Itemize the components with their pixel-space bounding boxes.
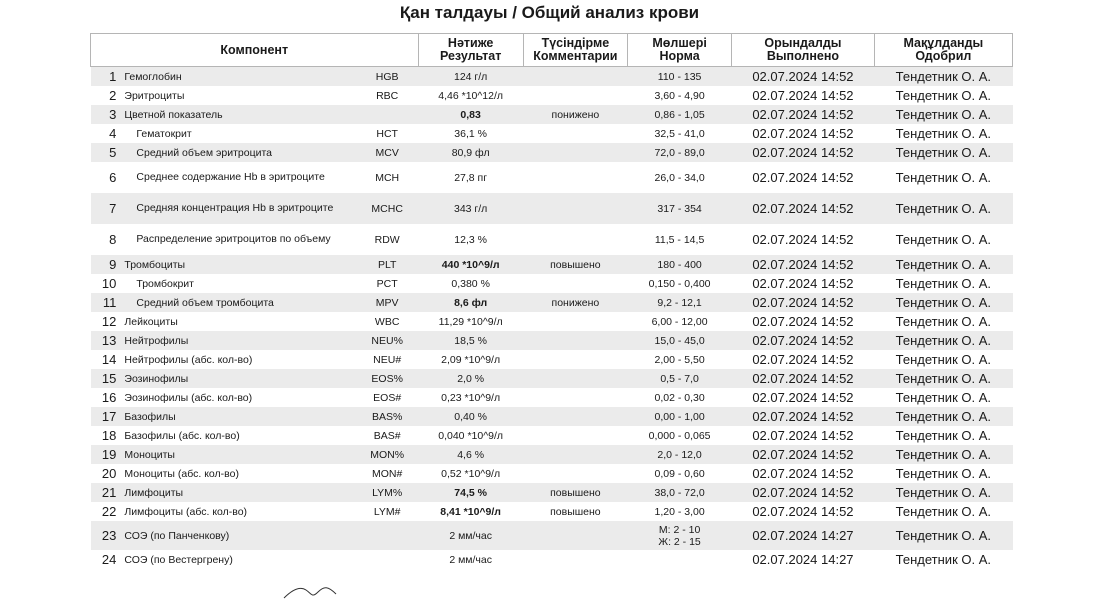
row-code bbox=[356, 550, 418, 569]
row-comment bbox=[523, 162, 627, 193]
row-component: Цветной показатель bbox=[122, 105, 356, 124]
row-result: 0,380 % bbox=[451, 277, 490, 290]
row-number: 16 bbox=[101, 390, 117, 405]
row-date: 02.07.2024 14:52 bbox=[732, 193, 875, 224]
row-doctor: Тендетник О. А. bbox=[895, 126, 991, 141]
row-comment bbox=[523, 550, 627, 569]
row-date: 02.07.2024 14:52 bbox=[752, 390, 854, 405]
row-comment bbox=[523, 224, 627, 255]
row-norm: 3,60 - 4,90 bbox=[654, 89, 705, 102]
header-done bbox=[732, 34, 875, 67]
row-number: 11 bbox=[91, 293, 123, 312]
row-doctor: Тендетник О. А. bbox=[874, 369, 1012, 388]
row-component: Лейкоциты bbox=[124, 315, 178, 328]
row-component: Тромбоциты bbox=[122, 255, 356, 274]
row-norm: 180 - 400 bbox=[627, 255, 731, 274]
table-row bbox=[91, 483, 1013, 502]
row-doctor: Тендетник О. А. bbox=[895, 88, 991, 103]
row-component: Эозинофилы (абс. кол-во) bbox=[124, 391, 253, 404]
row-code: MCHC bbox=[356, 193, 418, 224]
table-row bbox=[91, 67, 1013, 87]
table-row bbox=[91, 331, 1013, 350]
row-date: 02.07.2024 14:52 bbox=[732, 331, 875, 350]
row-norm: 0,02 - 0,30 bbox=[654, 391, 705, 404]
row-comment bbox=[523, 388, 627, 407]
row-number: 14 bbox=[101, 352, 117, 367]
row-norm: 0,09 - 0,60 bbox=[654, 467, 705, 480]
row-norm: 11,5 - 14,5 bbox=[654, 233, 705, 246]
row-norm: 0,00 - 1,00 bbox=[627, 407, 731, 426]
row-date: 02.07.2024 14:52 bbox=[752, 126, 854, 141]
row-comment bbox=[523, 445, 627, 464]
row-doctor: Тендетник О. А. bbox=[874, 483, 1012, 502]
row-result: 12,3 % bbox=[454, 233, 487, 246]
row-date: 02.07.2024 14:27 bbox=[752, 552, 854, 567]
row-date: 02.07.2024 14:52 bbox=[752, 88, 854, 103]
row-norm: 2,0 - 12,0 bbox=[627, 445, 731, 464]
row-result: 440 *10^9/л bbox=[418, 255, 523, 274]
table-row bbox=[91, 464, 1013, 483]
row-component: Лимфоциты (абс. кол-во) bbox=[124, 505, 248, 518]
row-result: 0,52 *10^9/л bbox=[441, 467, 501, 480]
row-component: Нейтрофилы bbox=[122, 331, 356, 350]
row-norm: 0,5 - 7,0 bbox=[627, 369, 731, 388]
row-code: MON# bbox=[372, 467, 403, 480]
row-date: 02.07.2024 14:52 bbox=[732, 407, 875, 426]
row-date: 02.07.2024 14:52 bbox=[732, 445, 875, 464]
row-component: Распределение эритроцитов по объему bbox=[136, 233, 331, 245]
row-norm: 1,20 - 3,00 bbox=[654, 505, 705, 518]
header-done-ru: Выполнено bbox=[766, 49, 840, 63]
row-code: PLT bbox=[356, 255, 418, 274]
row-date: 02.07.2024 14:52 bbox=[732, 67, 875, 87]
table-row bbox=[91, 550, 1013, 569]
row-date: 02.07.2024 14:52 bbox=[732, 255, 875, 274]
header-component bbox=[91, 34, 419, 67]
row-code bbox=[356, 105, 418, 124]
row-doctor: Тендетник О. А. bbox=[874, 255, 1012, 274]
row-norm: 26,0 - 34,0 bbox=[654, 171, 705, 184]
header-comment-ru: Комментарии bbox=[533, 49, 618, 63]
row-code: EOS% bbox=[356, 369, 418, 388]
row-number: 3 bbox=[91, 105, 123, 124]
row-code: NEU% bbox=[356, 331, 418, 350]
header-approved-kz: Мақұлданды bbox=[903, 36, 984, 50]
row-comment: понижено bbox=[523, 105, 627, 124]
row-doctor: Тендетник О. А. bbox=[874, 521, 1012, 550]
row-doctor: Тендетник О. А. bbox=[895, 504, 991, 519]
row-doctor: Тендетник О. А. bbox=[874, 445, 1012, 464]
row-norm bbox=[627, 521, 731, 550]
row-code: LYM# bbox=[373, 505, 401, 518]
row-code: MCH bbox=[375, 171, 400, 184]
row-norm: 2,00 - 5,50 bbox=[654, 353, 705, 366]
row-norm: 317 - 354 bbox=[627, 193, 731, 224]
row-result: 0,23 *10^9/л bbox=[441, 391, 501, 404]
row-component: Моноциты bbox=[122, 445, 356, 464]
row-code: HGB bbox=[356, 67, 418, 87]
row-norm: 15,0 - 45,0 bbox=[627, 331, 731, 350]
row-result: 74,5 % bbox=[418, 483, 523, 502]
table-row bbox=[91, 193, 1013, 224]
row-result: 80,9 фл bbox=[418, 143, 523, 162]
header-comment bbox=[523, 34, 627, 67]
row-date: 02.07.2024 14:52 bbox=[752, 232, 854, 247]
row-doctor: Тендетник О. А. bbox=[895, 232, 991, 247]
table-row bbox=[91, 293, 1013, 312]
row-doctor: Тендетник О. А. bbox=[895, 466, 991, 481]
row-norm: 38,0 - 72,0 bbox=[627, 483, 731, 502]
row-doctor: Тендетник О. А. bbox=[874, 105, 1012, 124]
row-norm: 6,00 - 12,00 bbox=[651, 315, 708, 328]
row-result: 124 г/л bbox=[418, 67, 523, 87]
table-row bbox=[91, 426, 1013, 445]
row-norm: 0,150 - 0,400 bbox=[648, 277, 711, 290]
row-comment bbox=[523, 143, 627, 162]
row-norm: 9,2 - 12,1 bbox=[627, 293, 731, 312]
row-code: EOS# bbox=[373, 391, 402, 404]
row-norm: 0,000 - 0,065 bbox=[648, 429, 711, 442]
row-result: 18,5 % bbox=[418, 331, 523, 350]
row-norm: 0,86 - 1,05 bbox=[627, 105, 731, 124]
row-code: LYM% bbox=[356, 483, 418, 502]
row-code: BAS# bbox=[373, 429, 401, 442]
row-comment bbox=[523, 350, 627, 369]
table-row bbox=[91, 124, 1013, 143]
row-date: 02.07.2024 14:52 bbox=[752, 314, 854, 329]
row-date: 02.07.2024 14:52 bbox=[752, 170, 854, 185]
row-date: 02.07.2024 14:52 bbox=[752, 276, 854, 291]
header-comment-kz: Түсіндірме bbox=[541, 36, 610, 50]
header-norm bbox=[627, 34, 731, 67]
table-row bbox=[91, 105, 1013, 124]
table-row bbox=[91, 369, 1013, 388]
header-approved bbox=[874, 34, 1012, 67]
row-number: 9 bbox=[91, 255, 123, 274]
row-norm: 32,5 - 41,0 bbox=[654, 127, 705, 140]
row-component: Эритроциты bbox=[124, 89, 185, 102]
header-result-ru: Результат bbox=[439, 49, 502, 63]
header-result-kz: Нәтиже bbox=[447, 36, 494, 50]
row-comment bbox=[523, 521, 627, 550]
row-comment: повышено bbox=[550, 505, 601, 518]
row-number: 12 bbox=[101, 314, 117, 329]
table-row bbox=[91, 502, 1013, 521]
row-number: 5 bbox=[91, 143, 123, 162]
table-row bbox=[91, 224, 1013, 255]
row-norm: 110 - 135 bbox=[627, 67, 731, 87]
row-comment bbox=[523, 426, 627, 445]
row-doctor: Тендетник О. А. bbox=[895, 428, 991, 443]
row-code: PCT bbox=[376, 277, 398, 290]
row-comment bbox=[523, 369, 627, 388]
row-doctor: Тендетник О. А. bbox=[874, 193, 1012, 224]
row-result: 27,8 пг bbox=[454, 171, 488, 184]
row-date: 02.07.2024 14:52 bbox=[752, 352, 854, 367]
row-code: RDW bbox=[374, 233, 400, 246]
row-code: NEU# bbox=[373, 353, 402, 366]
row-result: 4,46 *10^12/л bbox=[438, 89, 504, 102]
row-comment bbox=[523, 86, 627, 105]
row-comment bbox=[523, 193, 627, 224]
table-row bbox=[91, 407, 1013, 426]
row-component: Моноциты (абс. кол-во) bbox=[124, 467, 239, 480]
row-result: 0,40 % bbox=[418, 407, 523, 426]
table-row bbox=[91, 86, 1013, 105]
header-approved-ru: Одобрил bbox=[915, 49, 972, 63]
results-table bbox=[90, 33, 1013, 569]
row-number: 18 bbox=[101, 428, 117, 443]
row-result: 8,41 *10^9/л bbox=[440, 505, 501, 518]
row-number: 17 bbox=[91, 407, 123, 426]
row-result: 8,6 фл bbox=[418, 293, 523, 312]
row-doctor: Тендетник О. А. bbox=[895, 552, 991, 567]
row-date: 02.07.2024 14:52 bbox=[752, 504, 854, 519]
header-norm-ru: Норма bbox=[659, 49, 700, 63]
row-comment bbox=[523, 124, 627, 143]
row-number: 22 bbox=[101, 504, 117, 519]
table-row bbox=[91, 388, 1013, 407]
row-number: 2 bbox=[109, 88, 117, 103]
table-row bbox=[91, 445, 1013, 464]
row-number: 24 bbox=[101, 552, 117, 567]
row-code: MCV bbox=[356, 143, 418, 162]
row-result: 4,6 % bbox=[418, 445, 523, 464]
row-date: 02.07.2024 14:52 bbox=[732, 293, 875, 312]
row-component: Эозинофилы bbox=[122, 369, 356, 388]
row-doctor: Тендетник О. А. bbox=[874, 407, 1012, 426]
header-done-kz: Орындалды bbox=[764, 36, 842, 50]
row-doctor: Тендетник О. А. bbox=[874, 67, 1012, 87]
row-comment bbox=[523, 407, 627, 426]
row-component: Гематокрит bbox=[136, 127, 192, 140]
table-row bbox=[91, 521, 1013, 550]
row-comment bbox=[523, 274, 627, 293]
row-number: 21 bbox=[91, 483, 123, 502]
row-date: 02.07.2024 14:27 bbox=[732, 521, 875, 550]
row-number: 19 bbox=[91, 445, 123, 464]
row-number: 15 bbox=[91, 369, 123, 388]
header-result bbox=[418, 34, 523, 67]
signature-mark bbox=[282, 584, 362, 600]
row-date: 02.07.2024 14:52 bbox=[732, 105, 875, 124]
row-comment bbox=[523, 464, 627, 483]
row-norm bbox=[627, 550, 731, 569]
table-row bbox=[91, 350, 1013, 369]
row-code: WBC bbox=[374, 315, 400, 328]
page-title: Қан талдауы / Общий анализ крови bbox=[399, 3, 700, 22]
table-row bbox=[91, 143, 1013, 162]
row-norm: 72,0 - 89,0 bbox=[627, 143, 731, 162]
table-row bbox=[91, 274, 1013, 293]
row-result: 2,0 % bbox=[418, 369, 523, 388]
row-date: 02.07.2024 14:52 bbox=[752, 466, 854, 481]
table-row bbox=[91, 312, 1013, 331]
row-number: 6 bbox=[109, 170, 117, 185]
row-code: RBC bbox=[376, 89, 399, 102]
row-component: Средний объем эритроцита bbox=[122, 143, 356, 162]
row-comment bbox=[523, 331, 627, 350]
row-code: MPV bbox=[356, 293, 418, 312]
table-row bbox=[91, 162, 1013, 193]
row-component: Лимфоциты bbox=[122, 483, 356, 502]
row-doctor: Тендетник О. А. bbox=[874, 331, 1012, 350]
row-component: Гемоглобин bbox=[122, 67, 356, 87]
row-doctor: Тендетник О. А. bbox=[874, 293, 1012, 312]
row-comment: повышено bbox=[523, 483, 627, 502]
row-comment bbox=[523, 312, 627, 331]
row-component: Базофилы bbox=[122, 407, 356, 426]
row-number: 8 bbox=[109, 232, 117, 247]
row-number: 20 bbox=[101, 466, 117, 481]
row-comment: повышено bbox=[523, 255, 627, 274]
row-result: 11,29 *10^9/л bbox=[438, 315, 503, 328]
row-doctor: Тендетник О. А. bbox=[895, 390, 991, 405]
row-component: Среднее содержание Hb в эритроците bbox=[136, 171, 325, 183]
row-component: СОЭ (по Панченкову) bbox=[122, 521, 356, 550]
row-component: СОЭ (по Вестергрену) bbox=[124, 553, 233, 566]
row-component: Базофилы (абс. кол-во) bbox=[124, 429, 240, 442]
row-result: 0,83 bbox=[418, 105, 523, 124]
row-doctor: Тендетник О. А. bbox=[895, 170, 991, 185]
norm-female: Ж: 2 - 15 bbox=[658, 535, 701, 548]
row-result: 2,09 *10^9/л bbox=[441, 353, 501, 366]
row-number: 4 bbox=[109, 126, 117, 141]
row-code bbox=[356, 521, 418, 550]
row-result: 2 мм/час bbox=[449, 553, 492, 566]
row-result: 0,040 *10^9/л bbox=[438, 429, 504, 442]
row-comment bbox=[523, 67, 627, 87]
row-component: Средняя концентрация Hb в эритроците bbox=[122, 193, 356, 224]
header-row bbox=[91, 34, 1013, 67]
row-result: 36,1 % bbox=[454, 127, 487, 140]
table-row bbox=[91, 255, 1013, 274]
row-doctor: Тендетник О. А. bbox=[874, 143, 1012, 162]
row-number: 10 bbox=[101, 276, 117, 291]
row-number: 13 bbox=[91, 331, 123, 350]
row-doctor: Тендетник О. А. bbox=[895, 276, 991, 291]
row-number: 1 bbox=[91, 67, 123, 87]
norm-male: М: 2 - 10 bbox=[658, 523, 701, 536]
row-number: 23 bbox=[91, 521, 123, 550]
row-comment: понижено bbox=[523, 293, 627, 312]
row-number: 7 bbox=[91, 193, 123, 224]
row-date: 02.07.2024 14:52 bbox=[732, 143, 875, 162]
header-component-label: Компонент bbox=[220, 42, 289, 57]
row-component: Тромбокрит bbox=[136, 277, 194, 290]
row-code: HCT bbox=[376, 127, 398, 140]
row-result: 343 г/л bbox=[418, 193, 523, 224]
header-norm-kz: Мөлшері bbox=[652, 36, 707, 50]
row-component: Нейтрофилы (абс. кол-во) bbox=[124, 353, 253, 366]
row-result: 2 мм/час bbox=[418, 521, 523, 550]
row-doctor: Тендетник О. А. bbox=[895, 314, 991, 329]
row-date: 02.07.2024 14:52 bbox=[732, 369, 875, 388]
row-date: 02.07.2024 14:52 bbox=[732, 483, 875, 502]
row-doctor: Тендетник О. А. bbox=[895, 352, 991, 367]
row-code: MON% bbox=[356, 445, 418, 464]
row-date: 02.07.2024 14:52 bbox=[752, 428, 854, 443]
row-code: BAS% bbox=[356, 407, 418, 426]
row-component: Средний объем тромбоцита bbox=[122, 293, 356, 312]
